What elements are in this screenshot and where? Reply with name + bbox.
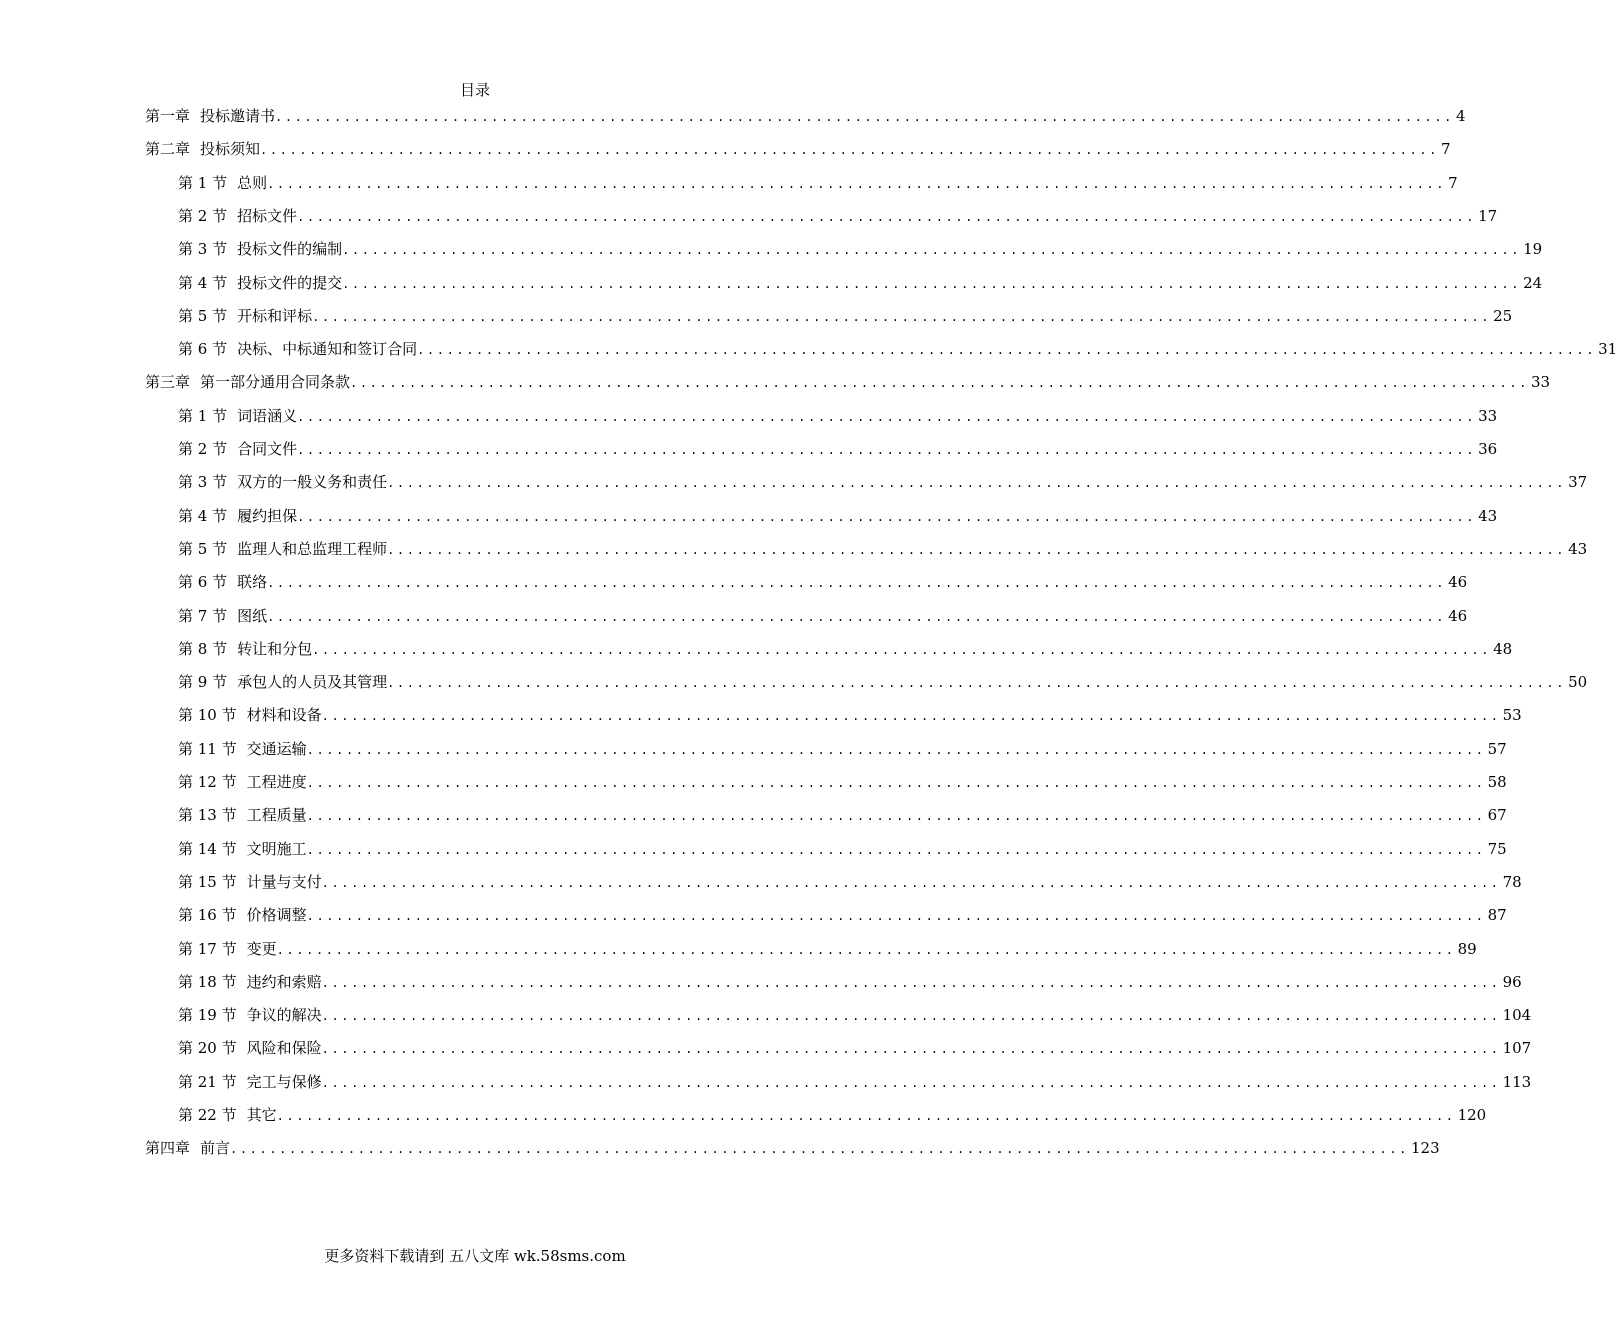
toc-dot-leader: ........................................................................................................................ [342,243,1522,258]
toc-dot-leader: ........................................................................................................................ [321,709,1501,724]
toc-dot-leader: ........................................................................................................................ [276,942,1456,957]
toc-entry-label: 投标文件的提交 [237,273,343,292]
toc-page-number: 78 [1502,872,1522,891]
toc-entry-label: 前言 [200,1139,231,1158]
toc-dot-leader: ........................................................................................................................ [267,176,1447,191]
toc-section-entry[interactable] [178,771,1507,793]
toc-entry-number: 第 6 节 [178,573,228,592]
toc-entry-label: 词语涵义 [237,406,298,425]
toc-section-entry[interactable] [178,172,1458,194]
toc-entry-label: 总则 [237,173,268,192]
toc-section-entry[interactable] [178,1104,1487,1126]
toc-page-number: 75 [1487,839,1507,858]
toc-section-entry[interactable] [178,871,1522,893]
toc-page-number: 89 [1457,939,1477,958]
toc-dot-leader: ........................................................................................................................ [267,609,1447,624]
toc-page-number: 123 [1410,1139,1440,1158]
toc-dot-leader: ........................................................................................................................ [297,509,1477,524]
toc-page-number: 120 [1457,1106,1487,1124]
toc-dot-leader: ........................................................................................................................ [387,476,1567,491]
toc-entry-label: 文明施工 [246,839,307,858]
toc-entry-number: 第 10 节 [178,706,237,725]
toc-section-entry[interactable] [178,804,1507,826]
toc-entry-label: 开标和评标 [237,306,313,325]
toc-dot-leader: ........................................................................................................................ [276,1109,1456,1123]
toc-page-number: 33 [1478,406,1498,425]
toc-entry-number: 第 1 节 [178,406,228,425]
toc-page-number: 104 [1502,1006,1532,1025]
toc-entry-number: 第 16 节 [178,906,237,925]
toc-dot-leader: ........................................................................................................................ [321,1009,1501,1024]
toc-entry-number: 第 21 节 [178,1072,237,1091]
toc-dot-leader: ........................................................................................................................ [306,776,1486,790]
toc-entry-number: 第 4 节 [178,506,228,525]
toc-page-number: 17 [1478,206,1498,225]
toc-entry-number: 第 5 节 [178,306,228,325]
toc-chapter-entry[interactable] [145,1137,1440,1159]
toc-entry-label: 完工与保修 [246,1072,322,1091]
toc-entry-number: 第二章 [145,140,191,159]
toc-section-entry[interactable] [178,671,1588,693]
toc-entry-label: 招标文件 [237,206,298,225]
toc-section-entry[interactable] [178,971,1522,993]
toc-dot-leader: ........................................................................................................................ [312,309,1492,324]
toc-page-number: 67 [1487,806,1507,825]
toc-page-number: 46 [1448,606,1468,625]
toc-dot-leader: ........................................................................................................................ [321,975,1501,990]
toc-entry-label: 转让和分包 [237,639,313,658]
toc-chapter-entry[interactable] [145,371,1551,393]
toc-page-number: 19 [1523,240,1543,259]
toc-page-number: 25 [1493,306,1513,325]
toc-page-number: 31 [1598,340,1617,359]
toc-chapter-entry[interactable] [145,138,1451,160]
toc-page-number: 36 [1478,440,1498,458]
toc-page-number: 24 [1523,273,1543,292]
toc-entry-label: 合同文件 [237,440,298,458]
toc-entry-label: 违约和索赔 [246,972,322,991]
toc-dot-leader: ........................................................................................................................ [297,409,1477,424]
toc-entry-number: 第 4 节 [178,273,228,292]
toc-entry-label: 交通运输 [246,739,307,758]
toc-entry-label: 图纸 [237,606,268,625]
toc-section-entry[interactable] [178,1071,1532,1093]
toc-section-entry[interactable] [178,904,1507,926]
toc-page-number: 57 [1487,739,1507,758]
toc-section-entry[interactable] [178,571,1468,593]
toc-dot-leader: ........................................................................................................................ [260,143,1439,158]
toc-entry-label: 投标邀请书 [200,107,276,125]
toc-dot-leader: ........................................................................................................................ [297,209,1477,224]
toc-dot-leader: ........................................................................................................................ [417,343,1597,358]
toc-dot-leader: ........................................................................................................................ [321,1042,1501,1057]
toc-entry-label: 变更 [246,939,277,958]
toc-dot-leader: ........................................................................................................................ [350,376,1529,391]
toc-entry-number: 第 11 节 [178,739,237,758]
toc-dot-leader: ........................................................................................................................ [306,909,1486,924]
toc-entry-number: 第 2 节 [178,440,228,458]
toc-section-entry[interactable] [178,505,1498,527]
toc-entry-number: 第 14 节 [178,839,237,858]
toc-section-entry[interactable] [178,538,1588,560]
toc-title: 目录 [459,81,490,99]
toc-entry-number: 第三章 [145,373,191,392]
footer-note: 更多资料下载请到 五八文库 wk.58sms.com [324,1247,626,1265]
toc-entry-number: 第 5 节 [178,539,228,558]
toc-section-entry[interactable] [178,338,1617,360]
toc-entry-label: 联络 [237,573,268,592]
toc-entry-number: 第四章 [145,1139,191,1158]
toc-entry-number: 第 13 节 [178,806,237,825]
toc-entry-number: 第 12 节 [178,773,237,791]
toc-page-number: 33 [1530,373,1551,392]
toc-section-entry[interactable] [178,405,1498,427]
toc-dot-leader: ........................................................................................................................ [387,676,1567,691]
toc-entry-number: 第 3 节 [178,473,228,492]
toc-entry-label: 承包人的人员及其管理 [237,673,388,692]
toc-entry-label: 第一部分通用合同条款 [200,373,351,392]
toc-page-number: 7 [1440,140,1451,159]
toc-dot-leader: ........................................................................................................................ [387,542,1567,557]
toc-entry-number: 第 9 节 [178,673,228,692]
toc-entry-label: 监理人和总监理工程师 [237,539,388,558]
toc-entry-number: 第 8 节 [178,639,228,658]
toc-dot-leader: ........................................................................................................................ [321,1075,1501,1090]
toc-page-number: 43 [1478,506,1498,525]
toc-entry-number: 第 1 节 [178,173,228,192]
toc-section-entry[interactable] [178,471,1588,493]
toc-entry-label: 其它 [246,1106,277,1124]
toc-chapter-entry[interactable] [145,105,1466,127]
toc-section-entry[interactable] [178,1004,1532,1026]
toc-page-number: 50 [1568,673,1588,692]
toc-entry-label: 计量与支付 [246,872,322,891]
toc-entry-label: 履约担保 [237,506,298,525]
toc-entry-number: 第 7 节 [178,606,228,625]
toc-dot-leader: ........................................................................................................................ [321,875,1501,890]
toc-entry-number: 第 22 节 [178,1106,237,1124]
toc-entry-label: 材料和设备 [246,706,322,725]
toc-entry-label: 双方的一般义务和责任 [237,473,388,492]
toc-page-number: 113 [1502,1072,1532,1091]
toc-section-entry[interactable] [178,938,1477,960]
toc-page-number: 87 [1487,906,1507,925]
toc-page-number: 53 [1502,706,1522,725]
toc-page-number: 4 [1455,107,1466,125]
toc-page-number: 48 [1493,639,1513,658]
toc-section-entry[interactable] [178,272,1543,294]
toc-section-entry[interactable] [178,838,1507,860]
toc-dot-leader: ........................................................................................................................ [342,276,1522,291]
toc-dot-leader: ........................................................................................................................ [306,742,1486,757]
toc-section-entry[interactable] [178,605,1468,627]
toc-entry-label: 价格调整 [246,906,307,925]
toc-page-number: 43 [1568,539,1588,558]
toc-dot-leader: ........................................................................................................................ [275,110,1454,124]
toc-section-entry[interactable] [178,305,1513,327]
toc-entry-label: 风险和保险 [246,1039,322,1058]
toc-page-number: 96 [1502,972,1522,991]
toc-entry-label: 投标须知 [200,140,261,159]
toc-entry-label: 工程进度 [246,773,307,791]
toc-entry-number: 第一章 [145,107,191,125]
toc-entry-number: 第 20 节 [178,1039,237,1058]
toc-entry-number: 第 18 节 [178,972,237,991]
toc-dot-leader: ........................................................................................................................ [312,642,1492,657]
toc-section-entry[interactable] [178,438,1498,460]
toc-section-entry[interactable] [178,738,1507,760]
toc-entry-number: 第 3 节 [178,240,228,259]
toc-page-number: 58 [1487,773,1507,791]
toc-entry-label: 投标文件的编制 [237,240,343,259]
toc-entry-number: 第 2 节 [178,206,228,225]
toc-page-number: 37 [1568,473,1588,492]
toc-section-entry[interactable] [178,638,1513,660]
toc-entry-label: 工程质量 [246,806,307,825]
toc-entry-number: 第 19 节 [178,1006,237,1025]
toc-dot-leader: ........................................................................................................................ [267,576,1447,591]
toc-page-number: 107 [1502,1039,1532,1058]
toc-entry-number: 第 6 节 [178,340,228,359]
toc-entry-number: 第 15 节 [178,872,237,891]
toc-section-entry[interactable] [178,704,1522,726]
toc-entry-label: 决标、中标通知和签订合同 [237,340,418,359]
toc-entry-label: 争议的解决 [246,1006,322,1025]
toc-dot-leader: ........................................................................................................................ [230,1142,1409,1157]
toc-page-number: 7 [1448,173,1458,192]
toc-entry-number: 第 17 节 [178,939,237,958]
toc-dot-leader: ........................................................................................................................ [306,842,1486,857]
toc-section-entry[interactable] [178,205,1498,227]
toc-page-number: 46 [1448,573,1468,592]
toc-section-entry[interactable] [178,1037,1532,1059]
toc-dot-leader: ........................................................................................................................ [306,809,1486,824]
toc-section-entry[interactable] [178,238,1543,260]
toc-dot-leader: ........................................................................................................................ [297,443,1477,457]
